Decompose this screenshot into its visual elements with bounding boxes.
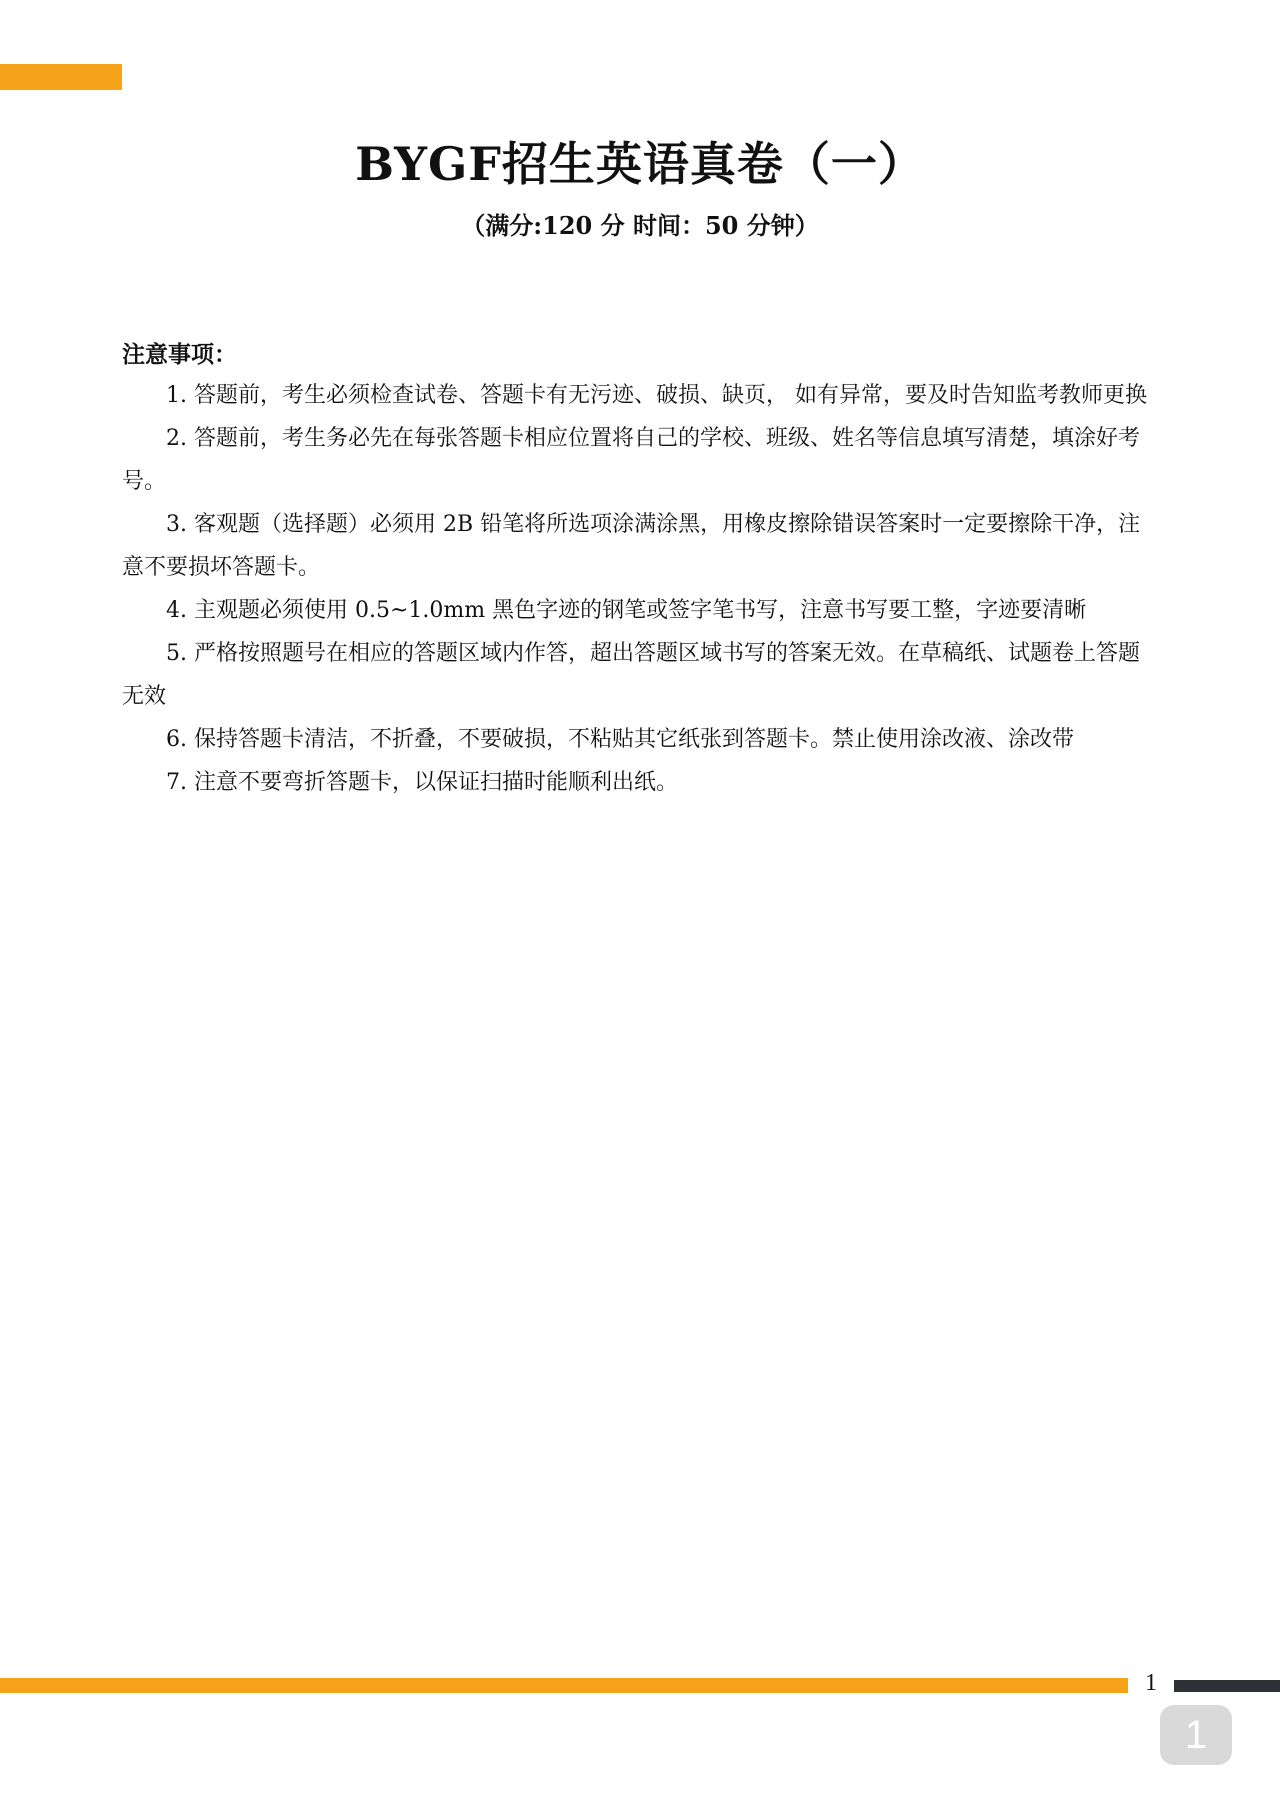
- note-item-3: 3. 客观题（选择题）必须用 2B 铅笔将所选项涂满涂黑，用橡皮擦除错误答案时一定要擦除干净，注意不要损坏答题卡。: [122, 512, 1141, 580]
- notes-list: [122, 374, 1158, 804]
- footer-accent-bar: [0, 1678, 1128, 1693]
- note-item-7: 7. 注意不要弯折答题卡，以保证扫描时能顺利出纸。: [166, 770, 678, 795]
- note-item-1: 1. 答题前，考生必须检查试卷、答题卡有无污迹、破损、缺页， 如有异常，要及时告知监考教师更换: [166, 383, 1147, 408]
- note-item-5: 5. 严格按照题号在相应的答题区域内作答，超出答题区域书写的答案无效。在草稿纸、试题卷上答题无效: [122, 641, 1140, 709]
- notes-heading: 注意事项：: [122, 341, 237, 368]
- note-item-6: 6. 保持答题卡清洁，不折叠，不要破损，不粘贴其它纸张到答题卡。禁止使用涂改液、涂改带: [166, 727, 1074, 752]
- page-indicator-badge[interactable]: 1: [1160, 1705, 1232, 1765]
- note-item-4: 4. 主观题必须使用 0.5~1.0mm 黑色字迹的钢笔或签字笔书写，注意书写要工整，字迹要清晰: [166, 598, 1087, 623]
- page-title: BYGF招生英语真卷（一）: [355, 137, 925, 191]
- page-number: 1: [1145, 1670, 1157, 1696]
- header-accent-bar: [0, 64, 122, 90]
- exam-info-subtitle: （满分:120 分 时间：50 分钟）: [461, 211, 819, 240]
- note-item-2: 2. 答题前，考生务必先在每张答题卡相应位置将自己的学校、班级、姓名等信息填写清楚，填涂好考号。: [122, 426, 1140, 494]
- footer-dark-bar: [1174, 1680, 1280, 1692]
